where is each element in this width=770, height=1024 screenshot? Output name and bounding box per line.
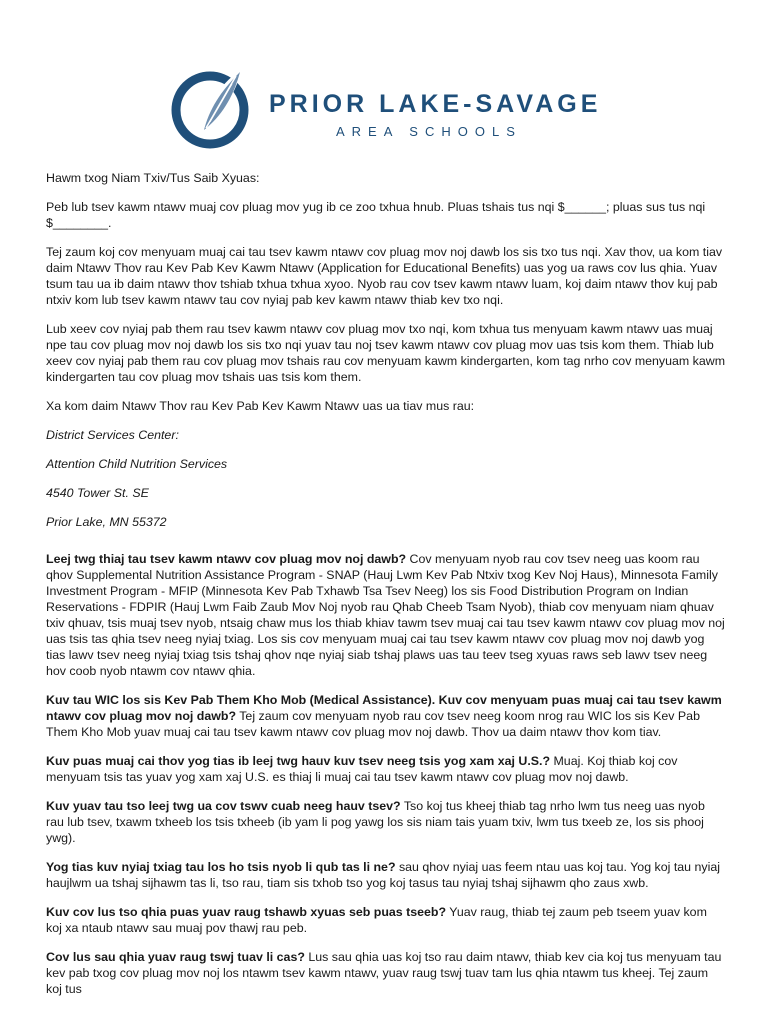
faq-question: Kuv yuav tau tso leej twg ua cov tswv cuab neeg hauv tsev? <box>46 799 401 813</box>
address-line: Attention Child Nutrition Services <box>46 457 228 471</box>
faq-answer: Cov menyuam nyob rau cov tsev neeg uas koom rau qhov Supplemental Nutrition Assistance Program - SNAP (Hauj Lwm Kev Pab Ntxiv txog Kev Noj Haus), Minnesota Family Investment Program - MFIP (Minnesota Kev Pab Txhawb Tsa Tsev Neeg) los sis Food Distribution Program on Indian Reservations - FDPIR (Hauj Lwm Faib Zaub Mov Noj nyob rau Qhab Cheeb Tsam Nyob), thiab cov menyuam niam qhuav txiv qhuav, tsis muaj tsev nyob, ntsaig chaw mus los thiab khiav tawm tsev muaj cai tau tsev kawm ntawv cov pluag mov noj uas tsis tas qhia tsev neeg nyiaj txiag. Los sis cov menyuam muaj cai tau tsev kawm ntawv cov pluag mov noj dawb yog tias lawv tsev neeg nyiaj txiag tsis tshaj qhov nqe nyiaj siab tshaj plaws uas tau teev tseg xyuas raws seb lawv tsev neeg hov coob nyob ntawm cov ntawv qhia. <box>46 552 725 678</box>
faq-item <box>46 859 726 891</box>
org-name: PRIOR LAKE-SAVAGE <box>269 90 602 118</box>
faq-question: Cov lus sau qhia yuav raug tswj tuav li cas? <box>46 950 305 964</box>
faq-question: Kuv puas muaj cai thov yog tias ib leej twg hauv kuv tsev neeg tsis yog xam xaj U.S.? <box>46 754 551 768</box>
faq-item <box>46 551 726 679</box>
address-line: Prior Lake, MN 55372 <box>46 515 167 529</box>
faq-answer: Yuav raug, thiab tej zaum peb tseem yuav kom koj xa ntaub ntawv sau muaj pov thawj rau peb. <box>46 905 707 935</box>
faq-answer: Tej zaum cov menyuam nyob rau cov tsev neeg koom nrog rau WIC los sis Kev Pab Them Kho Mob yuav muaj cai tau tsev kawm ntawv cov pluag mov noj dawb. Thov ua daim ntawv thov kom tiav. <box>46 709 700 739</box>
org-subtitle: AREA SCHOOLS <box>336 124 522 139</box>
faq-question: Kuv cov lus tso qhia puas yuav raug tshawb xyuas seb puas tseeb? <box>46 905 447 919</box>
faq-answer: Muaj. Koj thiab koj cov menyuam tsis tas yuav yog xam xaj U.S. es thiaj li muaj cai tau tsev kawm ntawv cov pluag mov noj dawb. <box>46 754 678 784</box>
faq-answer: Tso koj tus kheej thiab tag nrho lwm tus neeg uas nyob rau lub tsev, txawm txheeb los tsis txheeb (ib yam li pog yawg los sis niam tais yuam txiv, lwm tus txeeb ze, los sis phooj ywg). <box>46 799 705 845</box>
faq-question: Yog tias kuv nyiaj txiag tau los ho tsis nyob li qub tas li ne? <box>46 860 396 874</box>
faq-item <box>46 949 726 997</box>
faq-item <box>46 798 726 846</box>
faq-answer: Lus sau qhia uas koj tso rau daim ntawv, thiab kev cia koj tus menyuam tau kev pab txog cov pluag mov noj los ntawm tsev kawm ntawv, yuav raug tswj tuav tam lus qhia ntawm tus kheej. Tej zaum koj tus <box>46 950 722 996</box>
faq-question: Leej twg thiaj tau tsev kawm ntawv cov pluag mov noj dawb? <box>46 552 407 566</box>
paragraph-submit: Xa kom daim Ntawv Thov rau Kev Pab Kev Kawm Ntawv uas ua tiav mus rau: <box>46 399 475 413</box>
greeting: Hawm txog Niam Txiv/Tus Saib Xyuas: <box>46 171 260 185</box>
faq-answer: sau qhov nyiaj uas feem ntau uas koj tau. Yog koj tau nyiaj haujlwm ua tshaj sijhawm tas li, tso rau, tiam sis txhob tso yog koj tasus tau nyiaj tshaj sijhawm qho zaus xwb. <box>46 860 720 890</box>
school-logo-icon <box>170 62 252 152</box>
faq-item <box>46 692 726 740</box>
faq-item <box>46 753 726 785</box>
paragraph-eligibility: Tej zaum koj cov menyuam muaj cai tau tsev kawm ntawv cov pluag mov noj dawb los sis txo tus nqi. Xav thov, ua kom tiav daim Ntawv Thov rau Kev Pab Kev Kawm Ntawv (Application for Educational Benefits) uas yog ua raws cov lus qhia. Yuav tsum tau ua ib daim ntawv thov tshiab txhua txhua xyoo. Nyob rau cov tsev kawm ntawv luam, koj daim ntawv thov kuj pab ntxiv kom lub tsev kawm ntawv tau cov nyiaj pab kev kawm ntawv thiab kev txo nqi. <box>46 245 723 307</box>
paragraph-prices: Peb lub tsev kawm ntawv muaj cov pluag mov yug ib ce zoo txhua hnub. Pluas tshais tus nqi $______; pluas sus tus nqi $________. <box>46 200 706 230</box>
address-line: District Services Center: <box>46 428 179 442</box>
address-line: 4540 Tower St. SE <box>46 486 149 500</box>
letter-body <box>46 170 726 1010</box>
paragraph-state-funding: Lub xeev cov nyiaj pab them rau tsev kawm ntawv cov pluag mov txo nqi, kom txhua tus menyuam kawm ntawv uas muaj npe tau cov pluag mov noj dawb los sis txo nqi yuav tau noj tsev kawm ntawv cov pluag mov uas tsis kom them. Thiab lub xeev cov nyiaj pab them rau cov pluag mov tshais rau cov menyuam kawm kindergarten, kom tag nrho cov menyuam kawm kindergarten tau cov pluag mov tshais uas tsis kom them. <box>46 322 726 384</box>
faq-item <box>46 904 726 936</box>
faq-question: Kuv tau WIC los sis Kev Pab Them Kho Mob (Medical Assistance). Kuv cov menyuam puas muaj cai tau tsev kawm ntawv cov pluag mov noj dawb? <box>46 693 722 723</box>
letterhead <box>170 62 610 152</box>
